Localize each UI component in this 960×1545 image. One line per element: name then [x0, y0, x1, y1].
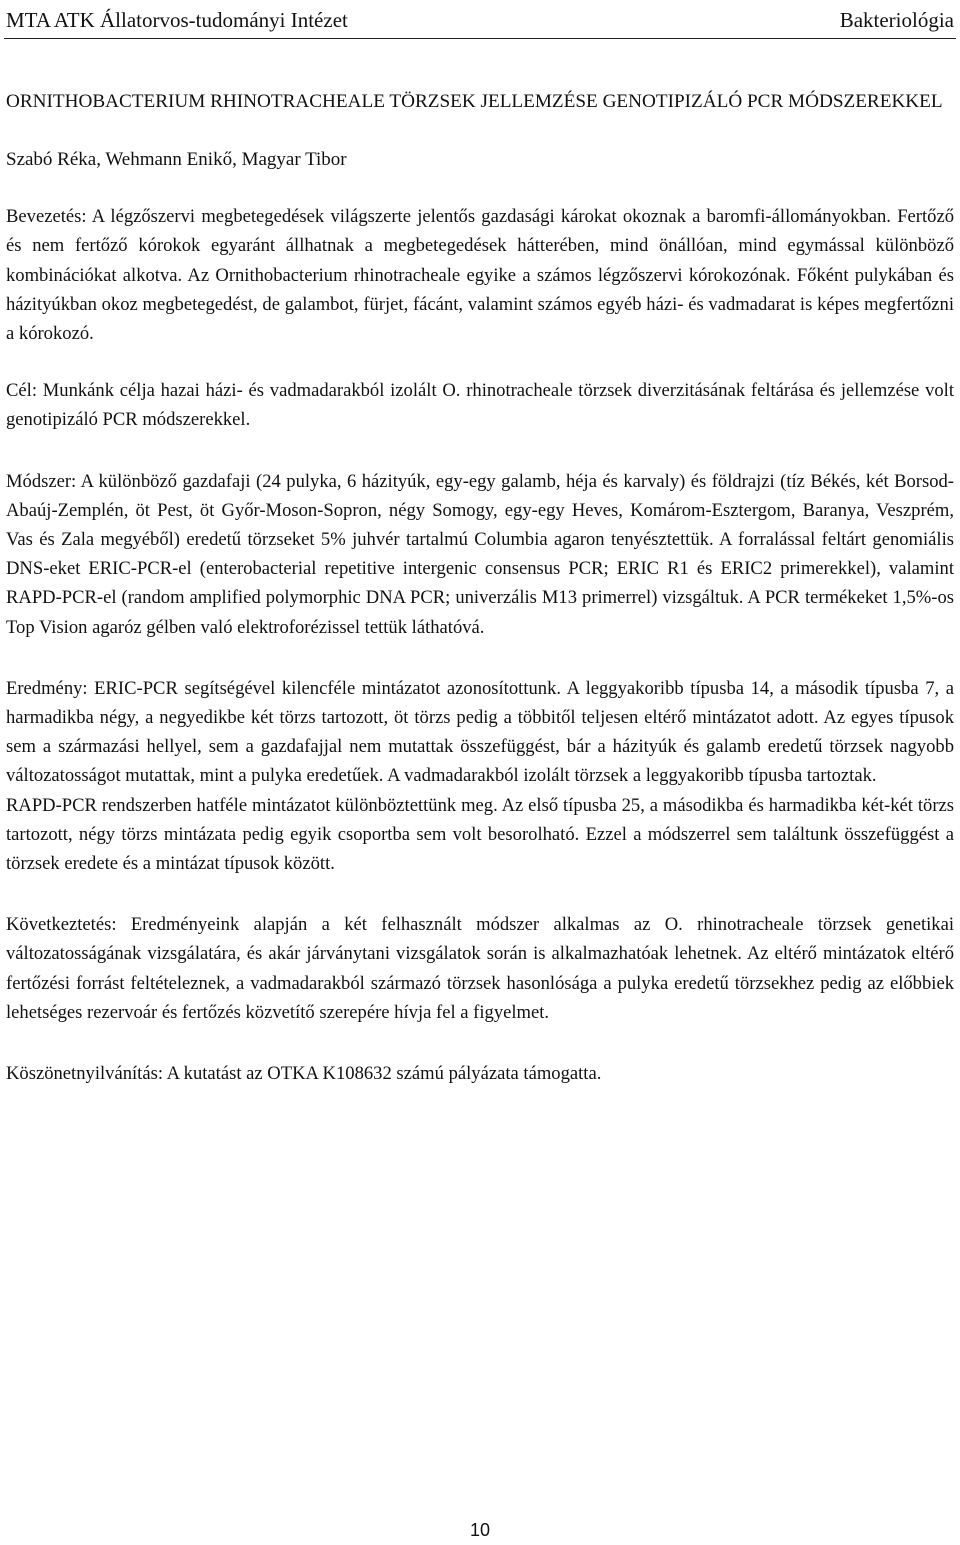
- acknowledgement-paragraph: Köszönetnyilvánítás: A kutatást az OTKA K108632 számú pályázata támogatta.: [6, 1063, 602, 1085]
- aim-paragraph: Cél: Munkánk célja hazai házi- és vadmadarakból izolált O. rhinotracheale törzsek diverzitásának feltárása és jellemzése volt genotipizáló PCR módszerekkel.: [6, 380, 954, 431]
- article-authors: Szabó Réka, Wehmann Enikő, Magyar Tibor: [6, 149, 347, 170]
- introduction-paragraph: Bevezetés: A légzőszervi megbetegedések világszerte jelentős gazdasági károkat okoznak a baromfi-állományokban. Fertőző és nem fertőző kórokok egyaránt állhatnak a megbetegedések hátterében, mind önállóan, mind egymással különböző kombinációkat alkotva. Az Ornithobacterium rhinotracheale egyike a számos légzőszervi kórokozónak. Főként pulykában és házityúkban okoz megbetegedést, de galambot, fürjet, fácánt, valamint számos egyéb házi- és vadmadarat is képes megfertőzni a kórokozó.: [6, 206, 954, 345]
- article-body: [6, 86, 954, 1088]
- conclusion-paragraph: Következtetés: Eredményeink alapján a két felhasznált módszer alkalmas az O. rhinotracheale törzsek genetikai változatosságának vizsgálatára, és akár járványtani vizsgálatok során is alkalmazhatóak lehetnek. Az eltérő mintázatok eltérő fertőzési forrást feltételeznek, a vadmadarakból származó törzsek hasonlósága a pulyka eredetű törzsekhez pedig az előbbiek lehetséges rezervoár és fertőzés közvetítő szerepére hívja fel a figyelmet.: [6, 914, 954, 1023]
- section-name: Bakteriológia: [839, 8, 954, 32]
- page-header: [0, 4, 960, 36]
- page-number: 10: [469, 1520, 491, 1540]
- results-rapd-paragraph: RAPD-PCR rendszerben hatféle mintázatot különböztettünk meg. Az első típusba 25, a másodikba és harmadikba két-két törzs tartozott, négy törzs mintázata pedig egyik csoportba sem volt besorolható. Ezzel a módszerrel sem találtunk összefüggést a törzsek eredete és a mintázat típusok között.: [6, 794, 954, 875]
- results-eric-paragraph: Eredmény: ERIC-PCR segítségével kilencféle mintázatot azonosítottunk. A leggyakoribb típusba 14, a második típusba 7, a harmadikba négy, a negyedikbe két törzs tartozott, öt törzs pedig a többitől teljesen eltérő mintázatot adott. Az egyes típusok sem a származási hellyel, sem a gazdafajjal nem mutattak összefüggést, bár a házityúk és galamb eredetű törzsek nagyobb változatosságot mutattak, mint a pulyka eredetűek. A vadmadarakból izolált törzsek a leggyakoribb típusba tartoztak.: [6, 677, 954, 787]
- methods-paragraph: Módszer: A különböző gazdafaji (24 pulyka, 6 házityúk, egy-egy galamb, héja és karvaly) és földrajzi (tíz Békés, két Borsod-Abaúj-Zemplén, öt Pest, öt Győr-Moson-Sopron, négy Somogy, egy-egy Heves, Komárom-Esztergom, Baranya, Veszprém, Vas és Zala megyéből) eredetű törzseket 5% juhvér tartalmú Columbia agaron tenyésztettük. A forralással feltárt genomiális DNS-eket ERIC-PCR-el (enterobacterial repetitive intergenic consensus PCR; ERIC R1 és ERIC2 primerekkel), valamint RAPD-PCR-el (random amplified polymorphic DNA PCR; univerzális M13 primerrel) vizsgáltuk. A PCR termékeket 1,5%-os Top Vision agaróz gélben való elektroforézissel tettük láthatóvá.: [6, 470, 954, 638]
- header-divider: [4, 38, 956, 39]
- article-title: ORNITHOBACTERIUM RHINOTRACHEALE TÖRZSEK JELLEMZÉSE GENOTIPIZÁLÓ PCR MÓDSZEREKKEL: [6, 91, 943, 112]
- institute-name: MTA ATK Állatorvos-tudományi Intézet: [6, 8, 348, 32]
